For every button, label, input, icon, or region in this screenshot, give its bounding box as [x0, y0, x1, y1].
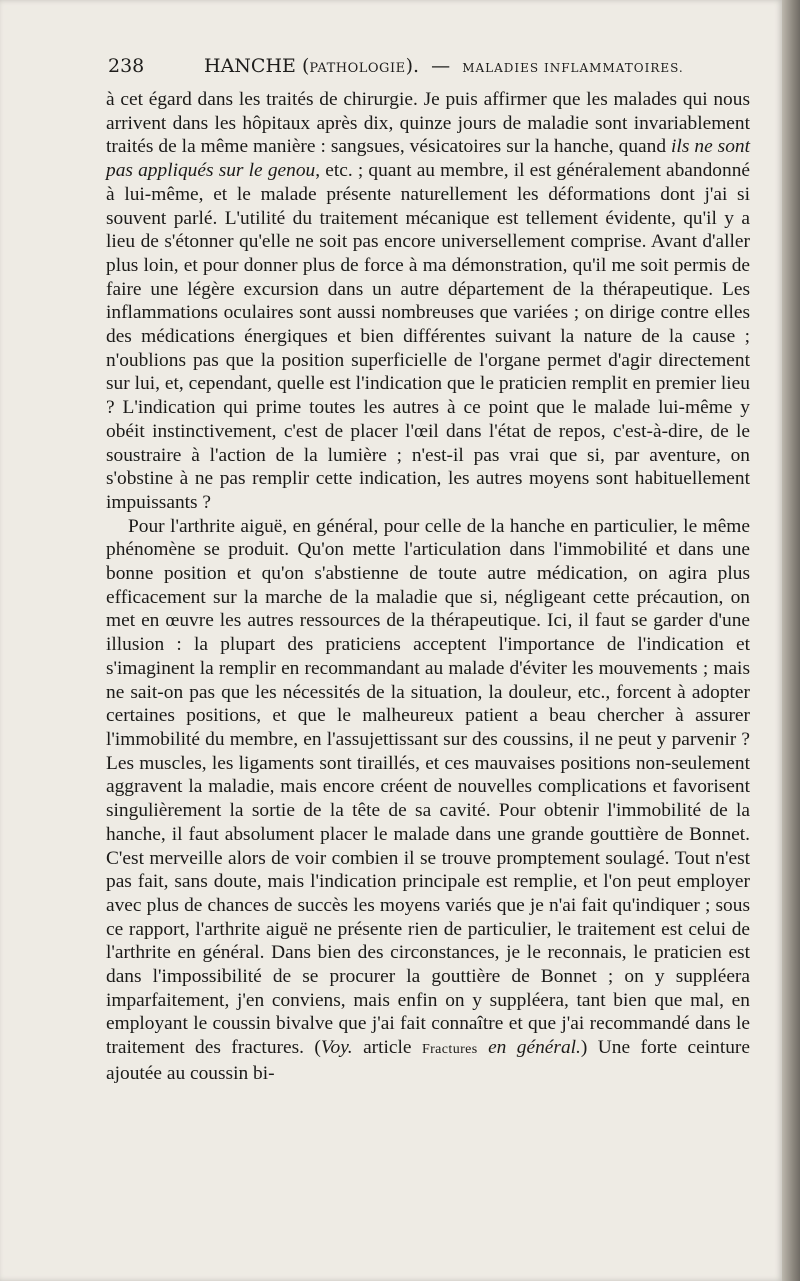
page-number: 238 [108, 55, 145, 77]
paragraph-2 [106, 515, 750, 1086]
header-subtitle: MALADIES INFLAMMATOIRES. [462, 61, 684, 75]
p2-fractures: Fractures [421, 1042, 478, 1058]
p2-italic: en général. [488, 1037, 581, 1059]
p1-text-a: à cet égard dans les traités de chirurgie. Je puis affirmer que les malades qui nous arrivent dans les hôpitaux après dix, quinze jours de maladie sont invariablement traités de la même manière : sangsues, vésicatoires sur la hanche, quand [106, 89, 750, 158]
p2-space [478, 1037, 488, 1058]
header-dash: — [431, 55, 451, 77]
p1-italic: ils ne sont pas appliqués sur le genou [106, 136, 750, 182]
p2-voy: Voy. [320, 1037, 353, 1059]
header-section-close: ). [405, 55, 420, 77]
paragraph-1 [106, 88, 750, 515]
p2-text-a: Pour l'arthrite aiguë, en général, pour celle de la hanche en particulier, le même phénomène se produit. Qu'on mette l'articulation dans l'immobilité et dans une bonne position et qu'on s'abstienne de toute autre médication, on agira plus efficacement sur la marche de la maladie que si, négligeant cette précaution, on met en œuvre les autres ressources de la thérapeutique. Ici, il faut se garder d'une illusion : la plupart des praticiens acceptent l'importance de l'indication et s'imaginent la remplir en recommandant au malade d'éviter les mouvements ; mais ne sait-on pas que les nécessités de la situation, la douleur, etc., forcent à adopter certaines positions, et que le malheureux patient a beau chercher à assurer l'immobilité du membre, en l'assujettissant sur des coussins, il ne peut y parvenir ? Les muscles, les ligaments sont tiraillés, et ces mauvaises positions non-seulement aggravent la maladie, mais encore créent de nouvelles complications et favorisent singulièrement la sortie de la tête de sa cavité. Pour obtenir l'immobilité de la hanche, il faut absolument placer le malade dans une grande gouttière de Bonnet. C'est merveille alors de voir combien il se trouve promptement soulagé. Tout n'est pas fait, sans doute, mais l'indication principale est remplie, et l'on peut employer avec plus de chances de succès les moyens variés que je n'ai fait qu'indiquer ; sous ce rapport, l'arthrite aiguë ne présente rien de particulier, le traitement est celui de l'arthrite en général. Dans bien des circonstances, je le reconnais, le praticien est dans l'impossibilité de se procurer la gouttière de Bonnet ; on y suppléera imparfaitement, j'en conviens, mais enfin on y suppléera, tant bien que mal, en employant le coussin bivalve que j'ai fait connaître et que j'ai recommandé dans le traitement des fractures. ( [106, 515, 750, 1059]
p2-article: article [352, 1037, 422, 1059]
p1-text-b: , etc. ; quant au membre, il est généralement abandonné à lui-même, et le malade présente naturellement les déformations dont j'ai si souvent parlé. L'utilité du traitement mécanique est tellement évidente, qu'il y a lieu de s'étonner qu'elle ne soit pas encore universellement comprise. Avant d'aller plus loin, et pour donner plus de force à ma démonstration, qu'il me soit permis de faire une légère excursion dans un autre département de la thérapeutique. Les inflammations oculaires sont aussi nombreuses que variées ; on dirige contre elles des médications énergiques et bien différentes suivant la nature de la cause ; n'oublions pas que la position superficielle de l'organe permet d'agir directement sur lui, et, cependant, quelle est l'indication que le praticien remplit en premier lieu ? L'indication qui prime toutes les autres à ce point que le malade lui-même y obéit instinctivement, c'est de placer l'œil dans l'état de repos, c'est-à-dire, de le soustraire à l'action de la lumière ; n'est-il pas vrai que si, par aventure, on s'obstine à ne pas remplir cette indication, les autres moyens sont habituellement impuissants ? [106, 160, 750, 513]
body-text [106, 88, 750, 1086]
p2-text-c: ) Une forte ceinture ajoutée au coussin bi- [106, 1037, 750, 1084]
page-edge [782, 0, 800, 1281]
header-section-open: ( [301, 55, 310, 77]
header-title: HANCHE [204, 55, 296, 77]
header-section: PATHOLOGIE [309, 61, 406, 76]
running-header [108, 55, 748, 81]
